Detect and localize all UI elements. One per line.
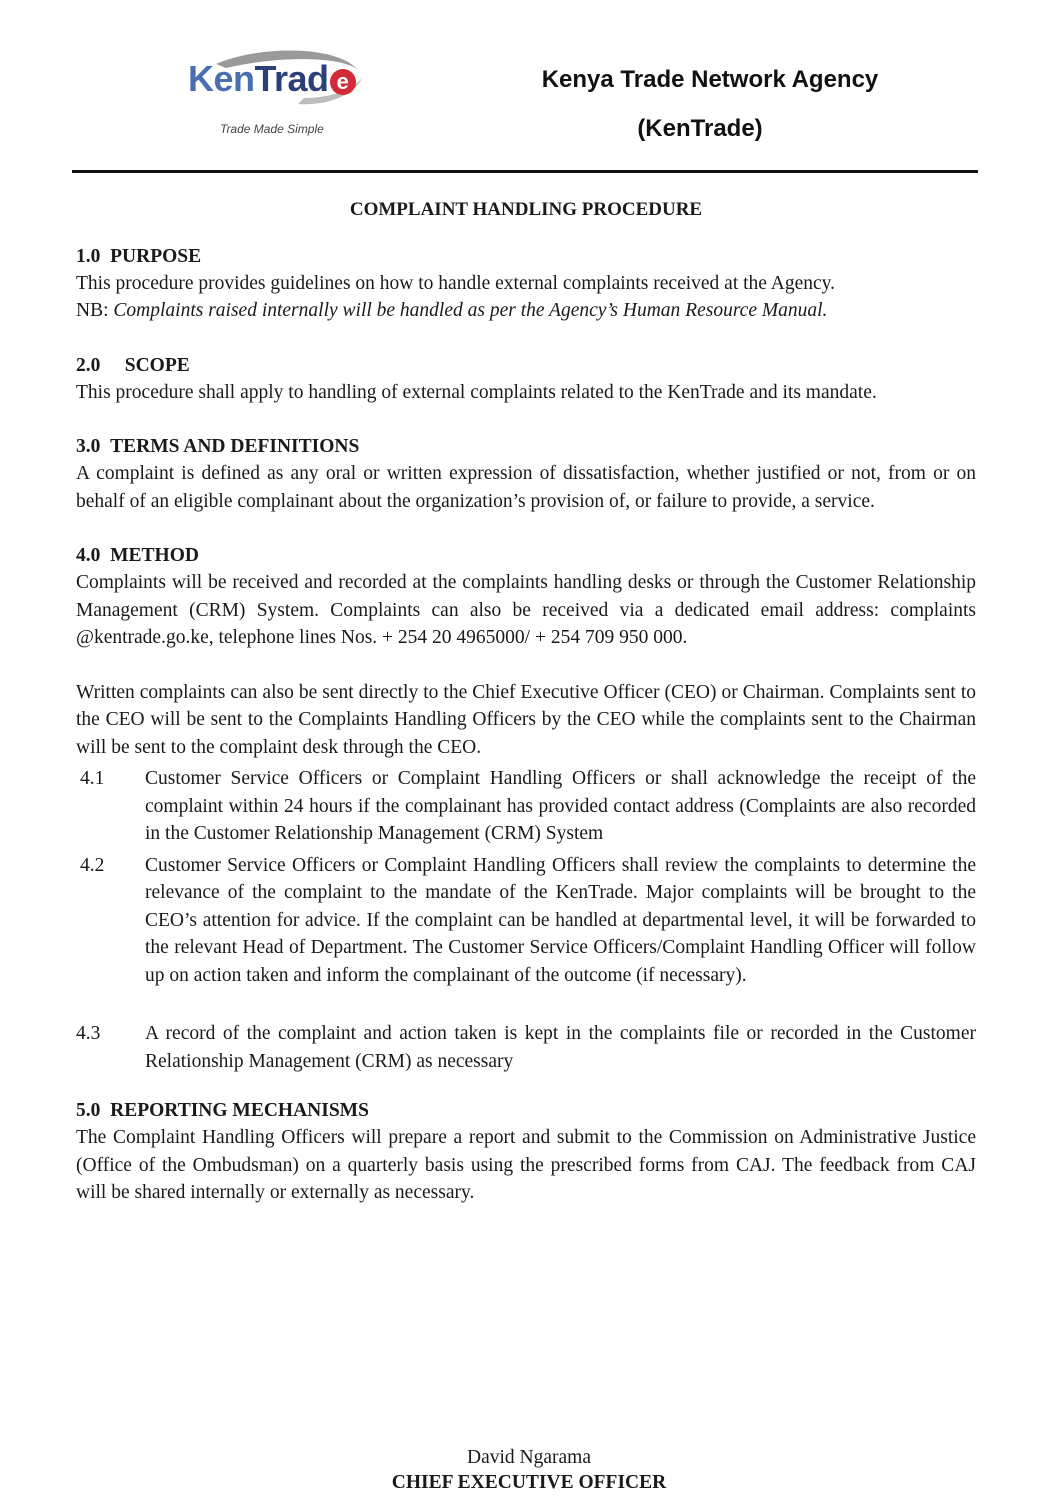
item-text: Customer Service Officers or Complaint Handling Officers shall review the complaints to determine the relevance of the complaint to the mandate of the KenTrade. Major complaints will be brought to the CEO’s attention for advice. If the complaint can be handled at departmental level, it will be forwarded to the relevant Head of Department. The Customer Service Officers/Complaint Handling Officer will follow up on action taken and inform the complainant of the outcome (if necessary). [145,854,976,986]
page-header [0,0,1058,175]
note-label: NB: [76,300,114,321]
section-heading-reporting [76,1097,976,1124]
section-heading-method [76,542,976,569]
header-divider [72,170,978,173]
section-title: REPORTING MECHANISMS [110,1100,369,1121]
section-heading-scope [76,352,976,379]
section-title: TERMS AND DEFINITIONS [110,436,360,457]
section-heading-purpose [76,243,976,270]
method-text: Complaints will be received and recorded at the complaints handling desks or through the Customer Relationship Management (CRM) System. Complaints can also be received via a dedicated email address: complaints @kentrade.go.ke, telephone lines Nos. + 254 20 4965000/ + 254 709 950 000. [76,572,976,648]
signatory-name: David Ngarama [467,1447,591,1468]
purpose-text: This procedure provides guidelines on how to handle external complaints received at the Agency. [76,272,835,294]
section-title: PURPOSE [110,245,202,267]
item-text: Customer Service Officers or Complaint Handling Officers or shall acknowledge the receipt of the complaint within 24 hours if the complainant has provided contact address (Complaints are also recorded in the Customer Relationship Management (CRM) System [145,768,976,844]
section-number: 3.0 [76,436,101,457]
section-title: METHOD [110,545,199,566]
logo-wordmark [188,58,356,100]
logo-tagline: Trade Made Simple [220,122,324,136]
signatory-title: CHIEF EXECUTIVE OFFICER [391,1472,667,1493]
note-text: Complaints raised internally will be handled as per the Agency’s Human Resource Manual. [113,300,828,321]
item-text: A record of the complaint and action taken is kept in the complaints file or recorded in the Customer Relationship Management (CRM) as necessary [145,1023,976,1072]
section-number: 4.0 [76,545,101,566]
item-number: 4.3 [76,1023,101,1044]
section-heading-terms [76,433,976,460]
logo-word-trad: Trad [254,58,329,99]
org-abbreviation: (KenTrade) [637,115,763,142]
terms-text: A complaint is defined as any oral or written expression of dissatisfaction, whether justified or not, from or on behalf of an eligible complainant about the organization’s provision of, or failure to provide, a service. [76,463,976,512]
method-item [76,1020,976,1075]
kentrade-logo [186,48,366,148]
method-item [76,852,976,990]
reporting-text: The Complaint Handling Officers will prepare a report and submit to the Commission on Administrative Justice (Office of the Ombudsman) on a quarterly basis using the prescribed forms from CAJ. The feedback from CAJ will be shared internally or externally as necessary. [76,1127,976,1203]
scope-text: This procedure shall apply to handling of external complaints related to the KenTrade and its mandate. [76,381,877,403]
method-text-written: Written complaints can also be sent directly to the Chief Executive Officer (CEO) or Chairman. Complaints sent to the CEO will be sent to the Complaints Handling Officers by the CEO while the complaints sent to the Chairman will be sent to the complaint desk through the CEO. [76,681,976,758]
logo-word-ken: Ken [188,58,255,99]
purpose-note [76,297,976,325]
section-number: 2.0 [76,354,101,376]
section-number: 1.0 [76,245,101,267]
item-number: 4.2 [80,854,105,876]
item-number: 4.1 [80,768,105,789]
document-title: COMPLAINT HANDLING PROCEDURE [349,199,703,220]
section-number: 5.0 [76,1100,101,1121]
method-item [76,765,976,848]
document-body [76,196,976,1207]
org-name: Kenya Trade Network Agency [541,66,879,93]
section-title: SCOPE [124,354,190,376]
logo-e-badge: e [330,69,356,95]
